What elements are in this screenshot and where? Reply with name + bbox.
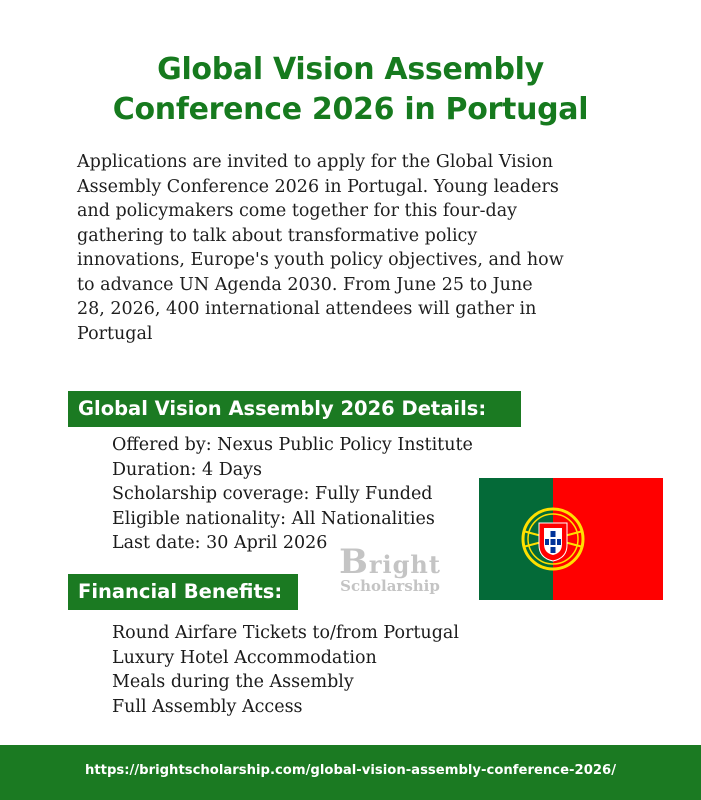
- flag-red-field: [553, 478, 663, 600]
- title-line-1: Global Vision Assembly: [157, 52, 544, 87]
- benefits-heading: Financial Benefits:: [68, 574, 298, 610]
- detail-last-date: Last date: 30 April 2026: [112, 533, 328, 553]
- detail-duration: Duration: 4 Days: [112, 459, 263, 480]
- watermark-line-2: Scholarship: [340, 577, 440, 595]
- watermark-rest: right: [368, 550, 441, 579]
- benefit-access: Full Assembly Access: [112, 696, 303, 717]
- intro-paragraph: Applications are invited to apply for the Global Vision Assembly Conference 2026 in Portugal. Young leaders and policymakers come together for this four-day gathering to talk about transformative policy innovations, Europe's youth policy objectives, and how to advance UN Agenda 2030. From June 25 to June 28, 2026, 400 international attendees will gather in Portugal: [77, 152, 564, 344]
- footer-url-link[interactable]: https://brightscholarship.com/global-vision-assembly-conference-2026/: [84, 763, 617, 778]
- detail-offered-by: Offered by: Nexus Public Policy Institute: [112, 435, 473, 455]
- benefit-meals: Meals during the Assembly: [112, 672, 354, 692]
- watermark-initial: B: [339, 542, 369, 582]
- benefit-airfare: Round Airfare Tickets to/from Portugal: [112, 623, 459, 643]
- details-list: [112, 433, 473, 556]
- portugal-flag-icon: [479, 478, 663, 600]
- details-heading: Global Vision Assembly 2026 Details:: [68, 391, 521, 427]
- title-line-2: Conference 2026 in Portugal: [112, 92, 589, 127]
- footer-bar: [0, 745, 701, 800]
- benefit-hotel: Luxury Hotel Accommodation: [112, 647, 377, 668]
- page-title: [0, 50, 701, 130]
- detail-eligibility: Eligible nationality: All Nationalities: [112, 508, 435, 529]
- benefits-list: [112, 621, 459, 719]
- bright-scholarship-watermark: [320, 542, 460, 595]
- detail-coverage: Scholarship coverage: Fully Funded: [112, 484, 433, 504]
